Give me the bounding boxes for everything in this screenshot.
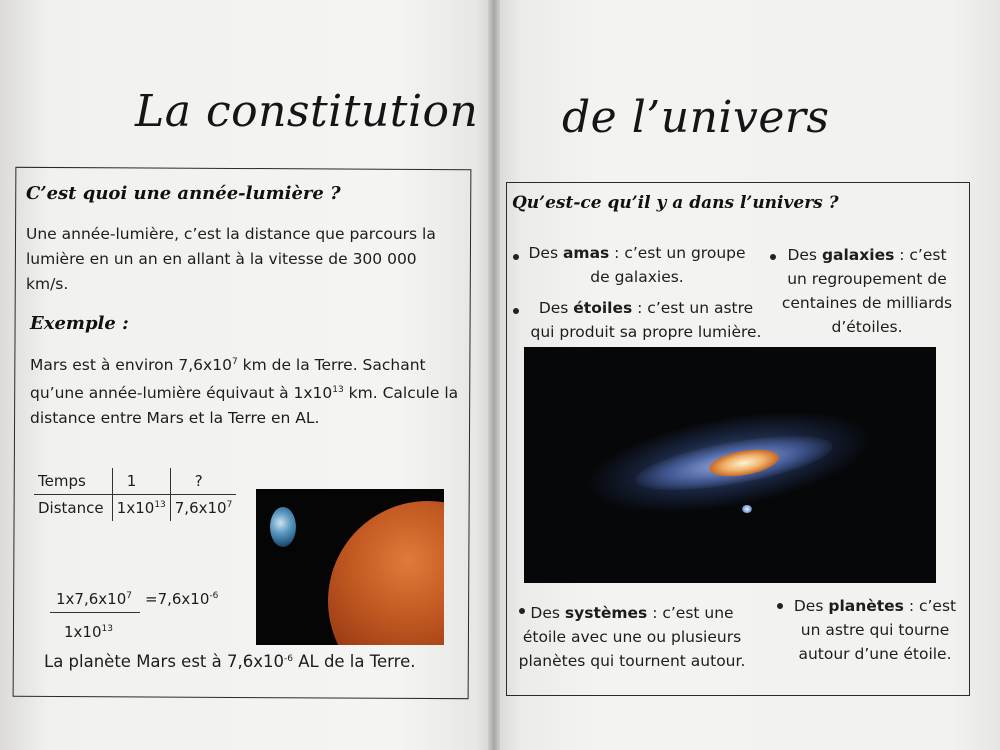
item-systemes <box>512 601 752 673</box>
example-text <box>30 350 460 431</box>
bullet-etoiles <box>513 308 519 314</box>
item-amas <box>522 241 752 289</box>
conclusion-base: La planète Mars est à 7,6x10 <box>44 652 284 671</box>
conclusion-rest: AL de la Terre. <box>292 652 416 671</box>
galaxies-term: galaxies <box>821 246 895 264</box>
mars-earth-photo <box>256 489 444 645</box>
etoiles-description: : c’est un astre qui produit sa propre lumière. <box>530 299 762 341</box>
bullet-planetes <box>777 603 783 609</box>
bullet-galaxies <box>770 254 776 260</box>
example-exponent-1: 7 <box>231 357 238 367</box>
distance-1-base: 1x10 <box>116 499 155 517</box>
table-cell-distance-label: Distance <box>38 499 104 517</box>
denominator-base: 1x10 <box>64 623 102 641</box>
example-text-part1: Mars est à environ 7,6x10 <box>30 356 232 374</box>
conclusion-exponent: -6 <box>283 654 293 664</box>
universe-heading: Qu’est-ce qu’il y a dans l’univers ? <box>512 193 839 213</box>
planetes-term: planètes <box>828 597 904 615</box>
etoiles-term: étoiles <box>573 299 633 317</box>
left-page-title: La constitution <box>135 86 479 137</box>
table-row-distance <box>34 495 236 522</box>
conclusion-text <box>44 647 464 674</box>
table-row-time <box>34 468 236 495</box>
proportion-table <box>34 468 236 521</box>
fraction-bar <box>50 612 140 613</box>
numerator-exponent: 7 <box>126 591 132 601</box>
book-spine <box>488 0 500 750</box>
table-cell-time-2: ? <box>170 468 236 495</box>
galaxies-pre: Des <box>787 246 822 264</box>
example-text-part3: km. Calcule la distance entre Mars et la Terre en AL. <box>30 384 459 427</box>
example-text-part2: km de la Terre. Sachant qu’une année-lumière équivaut à 1x10 <box>30 356 426 402</box>
right-page-title: de l’univers <box>562 92 830 143</box>
distance-2-base: 7,6x10 <box>174 499 227 517</box>
distance-2-exponent: 7 <box>226 500 233 510</box>
systemes-term: systèmes <box>564 604 648 622</box>
systemes-description: : c’est une étoile avec une ou plusieurs planètes qui tournent autour. <box>518 604 746 670</box>
table-cell-time-1: 1 <box>112 468 170 495</box>
galaxy-satellite <box>742 505 752 513</box>
table-cell-distance-1 <box>112 495 170 522</box>
etoiles-pre: Des <box>538 299 574 317</box>
table-cell-time-label: Temps <box>34 468 112 495</box>
table-cell-distance-2 <box>170 495 236 522</box>
mars-image <box>328 501 444 645</box>
item-galaxies <box>780 243 954 339</box>
fraction-denominator <box>64 623 113 641</box>
denominator-exponent: 13 <box>101 624 113 634</box>
numerator-base: 1x7,6x10 <box>56 590 127 608</box>
item-etoiles <box>526 296 766 344</box>
galaxies-description: : c’est un regroupement de centaines de milliards d’étoiles. <box>781 246 953 336</box>
amas-term: amas <box>562 244 610 262</box>
example-heading: Exemple : <box>30 313 129 334</box>
planetes-pre: Des <box>793 597 829 615</box>
light-year-heading: C’est quoi une année-lumière ? <box>26 183 341 204</box>
example-exponent-2: 13 <box>332 385 344 395</box>
distance-1-exponent: 13 <box>154 500 166 510</box>
light-year-definition: Une année-lumière, c’est la distance que parcours la lumière en un an en allant à la vitesse de 300 000 km/s. <box>26 225 436 293</box>
amas-pre: Des <box>528 244 563 262</box>
earth-image <box>270 507 296 547</box>
result-base: =7,6x10 <box>145 590 210 608</box>
planetes-description: : c’est un astre qui tourne autour d’une étoile. <box>798 597 957 663</box>
fraction-numerator <box>56 590 132 608</box>
result-exponent: -6 <box>209 591 219 601</box>
systemes-pre: Des <box>530 604 565 622</box>
bullet-amas <box>513 254 519 260</box>
galaxy-photo <box>524 347 936 583</box>
item-planetes <box>786 594 964 666</box>
amas-description: : c’est un groupe de galaxies. <box>590 244 746 286</box>
fraction-result <box>145 590 218 608</box>
